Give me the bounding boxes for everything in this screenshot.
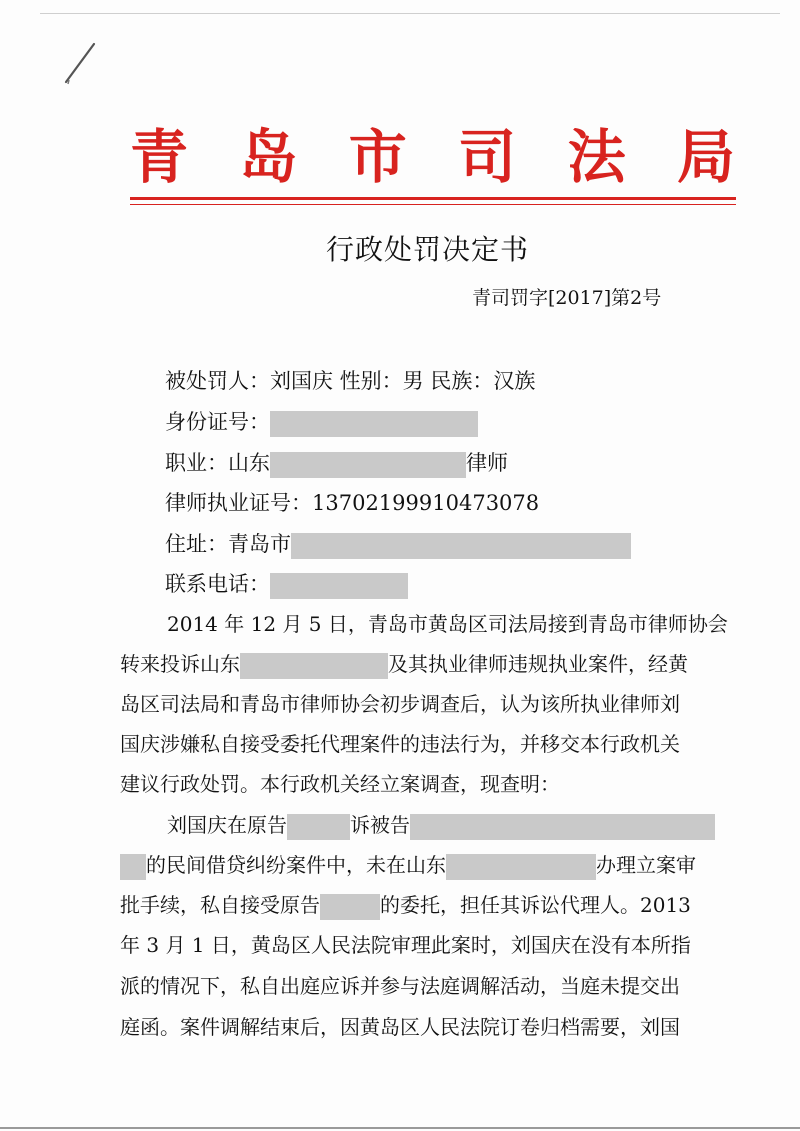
letterhead-thin-rule: [130, 204, 736, 205]
body-text: 的民间借贷纠纷案件中，未在山东: [146, 853, 446, 877]
party-phone-line: [165, 570, 408, 599]
body-line: 派的情况下，私自出庭应诉并参与法庭调解活动，当庭未提交出: [120, 974, 680, 998]
redacted-block: [287, 814, 350, 840]
body-line: 国庆涉嫌私自接受委托代理案件的违法行为，并移交本行政机关: [120, 732, 680, 756]
body-text: 转来投诉山东: [120, 652, 240, 676]
body-line: 建议行政处罚。本行政机关经立案调查，现查明：: [120, 772, 560, 796]
document-title: 行政处罚决定书: [325, 233, 529, 266]
body-line: 2014 年 12 月 5 日，青岛市黄岛区司法局接到青岛市律师协会: [167, 612, 728, 636]
party-occupation-label: 职业：山东: [165, 451, 270, 475]
body-text: 及其执业律师违规执业案件，经黄: [388, 652, 688, 676]
redacted-block: [291, 533, 631, 559]
party-address-label: 住址：青岛市: [165, 532, 291, 556]
letterhead-thick-rule: [130, 197, 736, 200]
body-line: [120, 891, 691, 920]
body-line: [120, 851, 696, 880]
party-name-line: 被处罚人：刘国庆 性别：男 民族：汉族: [165, 369, 536, 393]
letterhead-char: 岛: [239, 123, 298, 191]
redacted-block: [410, 814, 715, 840]
redacted-block: [270, 411, 478, 437]
body-text: 办理立案审: [596, 853, 696, 877]
body-line: [120, 650, 688, 679]
pen-stroke-mark: [62, 38, 122, 88]
body-text: 批手续，私自接受原告: [120, 893, 320, 917]
body-text: 刘国庆在原告: [167, 813, 287, 837]
body-line: 岛区司法局和青岛市律师协会初步调查后，认为该所执业律师刘: [120, 692, 680, 716]
redacted-block: [120, 854, 146, 880]
party-phone-label: 联系电话：: [165, 572, 270, 596]
letterhead-title: [130, 112, 735, 192]
body-line: [167, 811, 715, 840]
redacted-block: [446, 854, 596, 880]
redacted-block: [270, 573, 408, 599]
body-text: 诉被告: [350, 813, 410, 837]
redacted-block: [240, 653, 388, 679]
redacted-block: [320, 894, 380, 920]
letterhead-char: 青: [130, 123, 189, 191]
body-line: 庭函。案件调解结束后，因黄岛区人民法院订卷归档需要，刘国: [120, 1015, 680, 1039]
party-license-line: 律师执业证号：13702199910473078: [165, 491, 540, 515]
document-number: 青司罚字[2017]第2号: [472, 287, 662, 309]
page-top-edge: [40, 13, 780, 14]
party-address-line: [165, 530, 631, 559]
letterhead-char: 局: [676, 123, 735, 191]
redacted-block: [270, 452, 466, 478]
letterhead-char: 法: [567, 123, 626, 191]
party-id-label: 身份证号：: [165, 410, 270, 434]
letterhead-char: 市: [348, 123, 407, 191]
letterhead-char: 司: [458, 123, 517, 191]
party-occupation-suffix: 律师: [466, 451, 508, 475]
party-occupation-line: [165, 449, 508, 478]
body-text: 的委托，担任其诉讼代理人。2013: [380, 893, 691, 917]
body-line: 年 3 月 1 日，黄岛区人民法院审理此案时，刘国庆在没有本所指: [120, 933, 691, 957]
page-bottom-edge: [0, 1127, 800, 1129]
party-id-line: [165, 408, 478, 437]
